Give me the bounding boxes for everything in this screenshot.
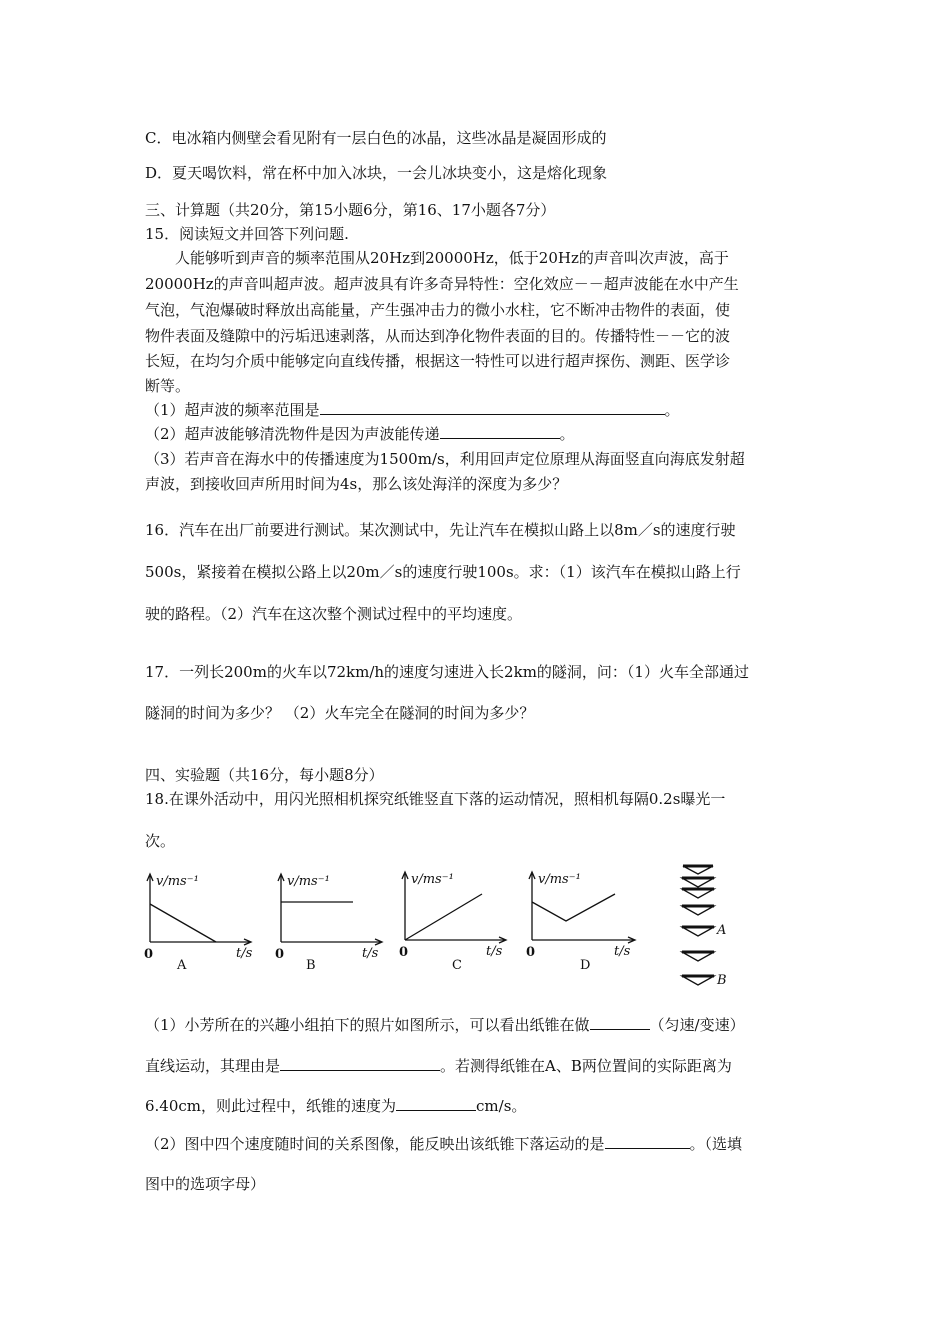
q15-sub3-line2: 声波，到接收回声所用时间为4s，那么该处海洋的深度为多少？ bbox=[145, 475, 568, 493]
option-c: C．电冰箱内侧壁会看见附有一层白色的冰晶，这些冰晶是凝固形成的 bbox=[145, 129, 607, 147]
x-axis-label: t/s bbox=[486, 944, 503, 959]
q15-sub2: （2）超声波能够清洗物件是因为声波能传递 。 bbox=[145, 425, 575, 443]
q16-line: 驶的路程。（2）汽车在这次整个测试过程中的平均速度。 bbox=[145, 605, 523, 623]
graph-option-label: B bbox=[306, 958, 316, 973]
q15-para-line: 20000Hz的声音叫超声波。超声波具有许多奇异特性：空化效应－－超声波能在水中产生 bbox=[145, 275, 739, 293]
q15-para-line: 长短，在均匀介质中能够定向直线传播，根据这一特性可以进行超声探伤、测距、医学诊 bbox=[145, 352, 731, 370]
y-axis-label: v/ms⁻¹ bbox=[287, 874, 330, 889]
x-axis-label: t/s bbox=[614, 944, 631, 959]
x-axis-label: t/s bbox=[236, 946, 253, 961]
q15-para-line: 人能够听到声音的频率范围从20Hz到20000Hz，低于20Hz的声音叫次声波，高于 bbox=[175, 249, 729, 267]
y-axis-label: v/ms⁻¹ bbox=[156, 874, 199, 889]
q15-para-line: 物件表面及缝隙中的污垢迅速剥落，从而达到净化物件表面的目的。传播特性－－它的波 bbox=[145, 327, 731, 345]
q18-sub1-line2: 直线运动，其理由是 。若测得纸锥在A、B两位置间的实际距离为 bbox=[145, 1057, 732, 1075]
q15-title: 15．阅读短文并回答下列问题. bbox=[145, 225, 349, 243]
answer-blank[interactable] bbox=[605, 1134, 690, 1149]
section4-heading: 四、实验题（共16分，每小题8分） bbox=[145, 766, 384, 784]
q18-sub1-line1: （1）小芳所在的兴趣小组拍下的照片如图所示，可以看出纸锥在做 （匀速/变速） bbox=[145, 1016, 745, 1034]
origin-label: 0 bbox=[526, 945, 536, 960]
y-axis-label: v/ms⁻¹ bbox=[538, 872, 581, 887]
q18-line1: 18.在课外活动中，用闪光照相机探究纸锥竖直下落的运动情况，照相机每隔0.2s曝光一 bbox=[145, 790, 726, 808]
origin-label: 0 bbox=[144, 947, 154, 962]
q18-line2: 次。 bbox=[145, 832, 176, 850]
q16-line: 500s，紧接着在模拟公路上以20m／s的速度行驶100s。求：（1）该汽车在模拟山路上行 bbox=[145, 563, 741, 581]
section3-heading: 三、计算题（共20分，第15小题6分，第16、17小题各7分） bbox=[145, 201, 556, 219]
q15-sub1: （1）超声波的频率范围是 。 bbox=[145, 401, 680, 419]
falling-cone-photo bbox=[682, 866, 714, 985]
cone-position-label: B bbox=[717, 973, 727, 988]
q15-para-line: 断等。 bbox=[145, 377, 191, 395]
answer-blank[interactable] bbox=[280, 1056, 440, 1071]
origin-label: 0 bbox=[275, 947, 285, 962]
origin-label: 0 bbox=[399, 945, 409, 960]
y-axis-label: v/ms⁻¹ bbox=[411, 872, 454, 887]
q16-line: 16．汽车在出厂前要进行测试。某次测试中，先让汽车在模拟山路上以8m／s的速度行驶 bbox=[145, 521, 736, 539]
cone-position-label: A bbox=[717, 923, 727, 938]
graph-option-label: A bbox=[177, 958, 187, 973]
q17-line: 17．一列长200m的火车以72km/h的速度匀速进入长2km的隧洞，问：（1）火车全部通过 bbox=[145, 663, 749, 681]
answer-blank[interactable] bbox=[396, 1096, 476, 1111]
graph-option-label: C bbox=[452, 958, 462, 973]
q18-sub1-line3: 6.40cm，则此过程中，纸锥的速度为 cm/s。 bbox=[145, 1097, 527, 1115]
q15-para-line: 气泡，气泡爆破时释放出高能量，产生强冲击力的微小水柱，它不断冲击物件的表面，使 bbox=[145, 301, 731, 319]
q17-line: 隧洞的时间为多少？ （2）火车完全在隧洞的时间为多少？ bbox=[145, 704, 535, 722]
option-d: D．夏天喝饮料，常在杯中加入冰块，一会儿冰块变小，这是熔化现象 bbox=[145, 164, 608, 182]
x-axis-label: t/s bbox=[362, 946, 379, 961]
q18-sub2-line1: （2）图中四个速度随时间的关系图像，能反映出该纸锥下落运动的是 。（选填 bbox=[145, 1135, 743, 1153]
graph-option-label: D bbox=[580, 958, 591, 973]
q18-sub2-line2: 图中的选项字母） bbox=[145, 1175, 266, 1193]
q15-sub3-line1: （3）若声音在海水中的传播速度为1500m/s，利用回声定位原理从海面竖直向海底发射超 bbox=[145, 450, 745, 468]
answer-blank[interactable] bbox=[590, 1015, 650, 1030]
